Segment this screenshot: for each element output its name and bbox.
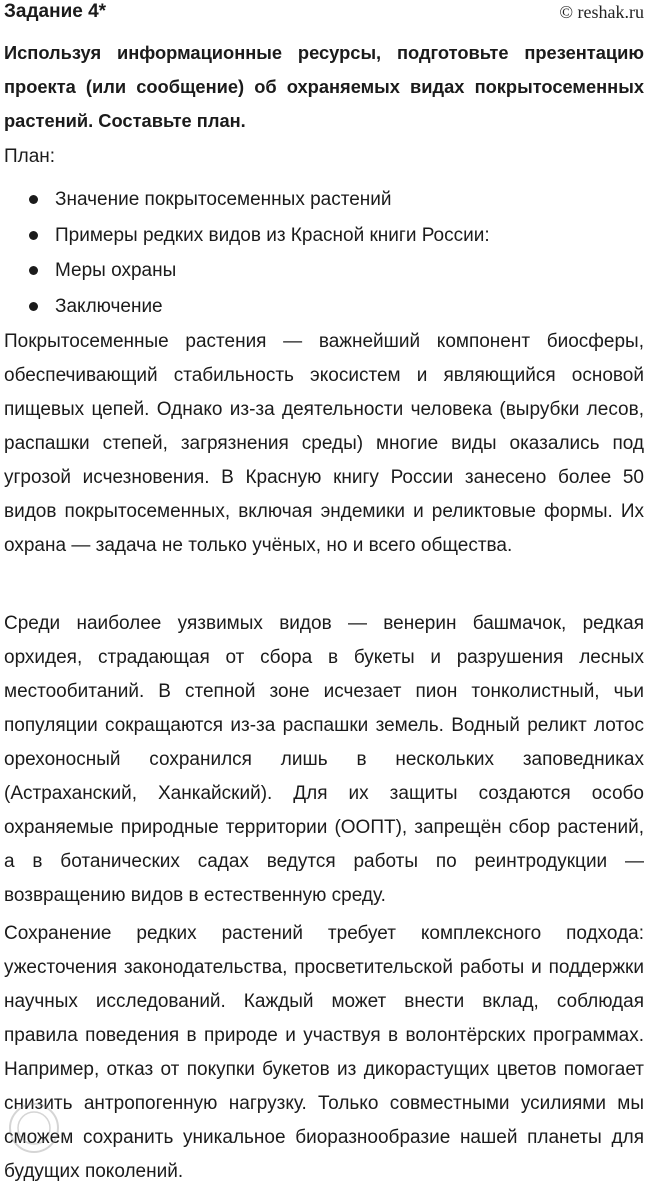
plan-item (0, 289, 640, 325)
plan-label: План: (4, 146, 56, 167)
plan-item (0, 253, 640, 289)
plan-item (0, 218, 640, 254)
plan-item-text: Заключение (55, 295, 163, 317)
plan-list (0, 182, 640, 324)
plan-item-text: Меры охраны (55, 260, 177, 281)
plan-item-text: Значение покрытосеменных растений (55, 189, 392, 210)
header-row (4, 0, 644, 26)
plan-item-text: Примеры редких видов из Красной книги России: (55, 224, 490, 246)
answer-paragraph-significance: Покрытосеменные растения — важнейший компонент биосферы, обеспечивающий стабильность экосистем и являющийся основой пищевых цепей. Однако из-за деятельности человека (вырубки лесов, распашки степей, загрязнения среды) многие виды оказались под угрозой исчезновения. В Красную книгу России занесено более 50 видов покрытосеменных, включая эндемики и реликтовые формы. Их охрана — задача не только учёных, но и всего общества. (4, 331, 644, 556)
answer-paragraph-conclusion: Сохранение редких растений требует комплексного подхода: ужесточения законодательства, просветительской работы и поддержки научных исследований. Каждый может внести вклад, соблюдая правила поведения в природе и участвуя в волонтёрских программах. Например, отказ от покупки букетов из дикорастущих цветов помогает снизить антропогенную нагрузку. Только совместными усилиями мы сможем сохранить уникальное биоразнообразие нашей планеты для будущих поколений. (4, 923, 644, 1182)
bullet-icon (29, 302, 38, 311)
site-brand: © reshak.ru (559, 2, 644, 22)
plan-item (0, 182, 640, 218)
task-statement: Используя информационные ресурсы, подготовьте презентацию проекта (или сообщение) об охраняемых видах покрытосеменных растений. Составьте план. (4, 42, 644, 131)
bullet-icon (29, 231, 38, 240)
bullet-icon (29, 266, 38, 275)
task-title: Задание 4* (4, 1, 107, 22)
answer-paragraph-rare-species: Среди наиболее уязвимых видов — венерин башмачок, редкая орхидея, страдающая от сбора в букеты и разрушения лесных местообитаний. В степной зоне исчезает пион тонколистный, чьи популяции сокращаются из-за распашки земель. Водный реликт лотос орехоносный сохранился лишь в нескольких заповедниках (Астраханский, Ханкайский). Для их защиты создаются особо охраняемые природные территории (ООПТ), запрещён сбор растений, а в ботанических садах ведутся работы по реинтродукции — возвращению видов в естественную среду. (4, 613, 644, 906)
bullet-icon (29, 195, 38, 204)
